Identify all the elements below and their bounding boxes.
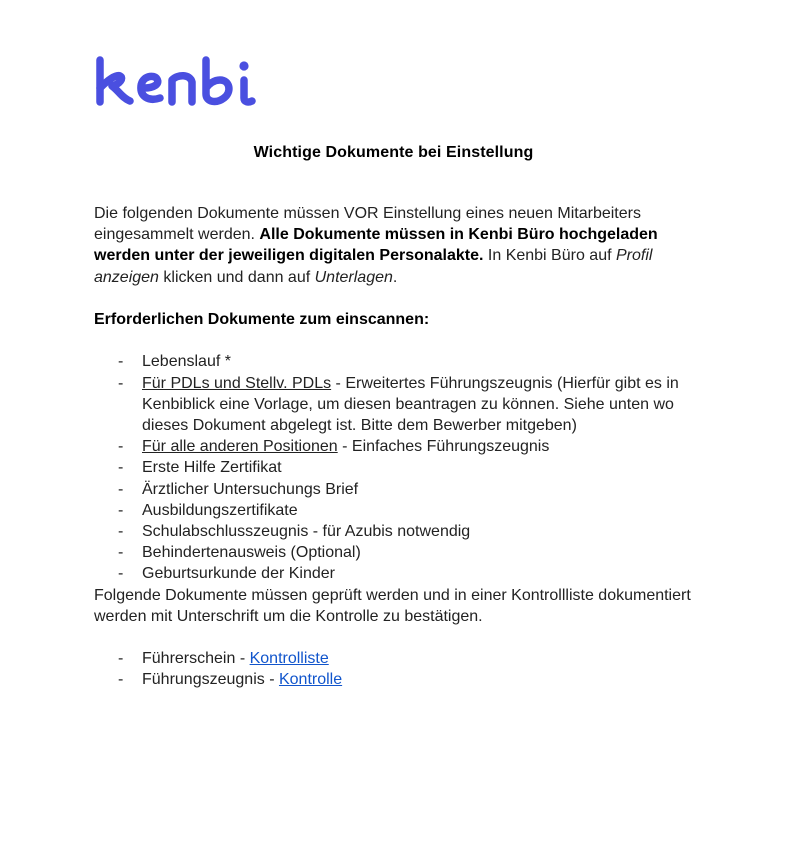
intro-text-4: . (392, 268, 398, 286)
kenbi-logo (94, 50, 264, 112)
list-dash: - (118, 374, 124, 392)
list-dash: - (118, 523, 124, 541)
kontrolle-link[interactable]: Kontrolle (278, 671, 343, 689)
list-dash: - (118, 671, 124, 689)
list-item-text: Lebenslauf * (142, 353, 231, 371)
list-item-text: Ausbildungszertifikate (142, 501, 298, 519)
list-item (94, 669, 694, 690)
list-item (94, 457, 694, 478)
list-item (94, 542, 694, 563)
list-item-text: Führungszeugnis - (142, 671, 279, 689)
list-dash: - (118, 544, 124, 562)
intro-paragraph (94, 203, 694, 288)
list-dash: - (118, 480, 124, 498)
list-dash: - (118, 353, 124, 371)
list-dash: - (118, 438, 124, 456)
list-item-text: Schulabschlusszeugnis - für Azubis notwendig (142, 523, 471, 541)
list-item (94, 500, 694, 521)
list-item (94, 563, 694, 584)
intro-text-1: Die folgenden Dokumente müssen VOR Einstellung eines neuen Mitarbeiters eingesammelt werden. (94, 205, 641, 244)
kenbi-logo-text (94, 112, 95, 113)
list-dash: - (118, 565, 124, 583)
list-dash: - (118, 501, 124, 519)
list-item-text: - Erweitertes Führungszeugnis (Hierfür gibt es in Kenbiblick eine Vorlage, um diesen beantragen zu können. Siehe unten wo dieses Dokument abgelegt ist. Bitte dem Bewerber mitgeben) (142, 374, 679, 434)
list-item (94, 479, 694, 500)
intro-bold-text: Alle Dokumente müssen in Kenbi Büro hochgeladen werden unter der jeweiligen digitalen Personalakte. (94, 226, 658, 265)
list-item-text: Geburtsurkunde der Kinder (142, 565, 335, 583)
list-dash: - (118, 459, 124, 477)
list-item (94, 351, 694, 372)
kontrollliste-link[interactable]: Kontrolliste (249, 650, 329, 668)
required-docs-list (94, 351, 694, 584)
document-title: Wichtige Dokumente bei Einstellung (253, 144, 534, 161)
list-item-text: Ärztlicher Untersuchungs Brief (142, 480, 359, 498)
list-item-text: Behindertenausweis (Optional) (142, 544, 361, 562)
list-item-text: Erste Hilfe Zertifikat (142, 459, 282, 477)
verification-list (94, 648, 694, 690)
verification-paragraph: Folgende Dokumente müssen geprüft werden und in einer Kontrollliste dokumentiert werden mit Unterschrift um die Kontrolle zu bestätigen. (94, 586, 691, 625)
intro-text-2: In Kenbi Büro auf (483, 247, 616, 265)
list-item (94, 521, 694, 542)
list-item (94, 648, 694, 669)
list-item-underlined: Für alle anderen Positionen (142, 438, 338, 456)
list-item (94, 373, 694, 437)
document-body (94, 203, 694, 691)
intro-italic-profil: Profil anzeigen (94, 247, 653, 286)
list-item (94, 436, 694, 457)
list-item-text: - Einfaches Führungszeugnis (337, 438, 550, 456)
intro-text-3: klicken und dann auf (158, 268, 315, 286)
kenbi-logo-graphic (94, 50, 264, 112)
list-dash: - (118, 650, 124, 668)
intro-italic-unterlagen: Unterlagen (314, 268, 393, 286)
required-docs-heading: Erforderlichen Dokumente zum einscannen: (94, 311, 430, 328)
list-item-text: Führerschein - (142, 650, 250, 668)
list-item-underlined: Für PDLs und Stellv. PDLs (142, 374, 332, 392)
